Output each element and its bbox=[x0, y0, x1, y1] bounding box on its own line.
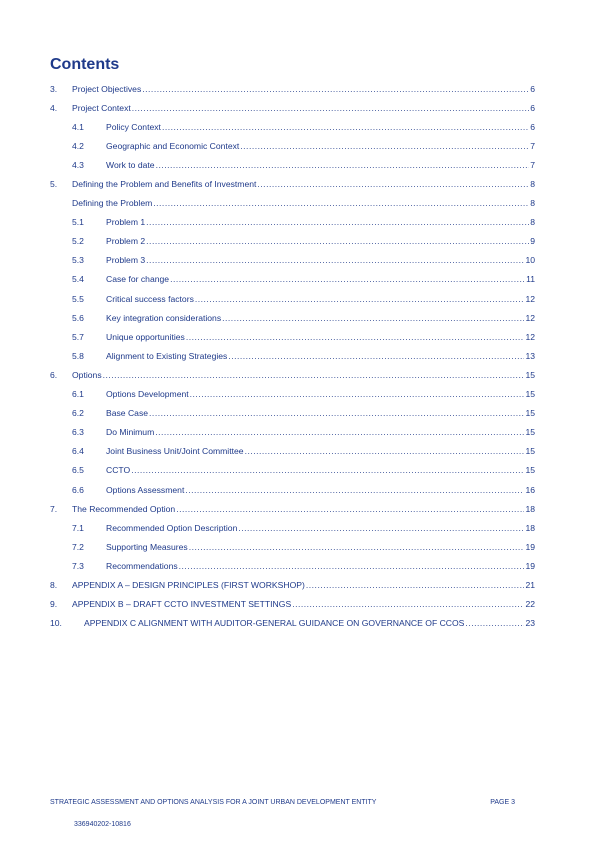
toc-entry-page: 12 bbox=[525, 331, 535, 342]
toc-leader-dots bbox=[186, 332, 525, 342]
toc-entry[interactable] bbox=[50, 346, 535, 365]
toc-entry-number: 6.6 bbox=[72, 484, 84, 495]
toc-leader-dots bbox=[155, 427, 524, 437]
toc-entry-number: 7.2 bbox=[72, 541, 84, 552]
toc-entry[interactable] bbox=[50, 385, 535, 404]
toc-entry[interactable] bbox=[50, 155, 535, 174]
toc-entry[interactable] bbox=[50, 327, 535, 346]
toc-entry-page: 9 bbox=[530, 236, 535, 247]
toc-entry-page: 12 bbox=[525, 312, 535, 323]
toc-entry-page: 12 bbox=[525, 293, 535, 304]
toc-leader-dots bbox=[170, 274, 525, 284]
toc-entry[interactable] bbox=[50, 614, 535, 633]
toc-entry[interactable] bbox=[50, 423, 535, 442]
toc-entry[interactable] bbox=[50, 79, 535, 98]
document-number: 336940202-10816 bbox=[74, 821, 131, 828]
toc-entry[interactable] bbox=[50, 308, 535, 327]
toc-entry-label: APPENDIX C ALIGNMENT WITH AUDITOR-GENERAL GUIDANCE ON GOVERNANCE OF CCOS bbox=[84, 618, 465, 629]
footer-page-number: PAGE 3 bbox=[490, 799, 515, 806]
toc-entry-label: CCTO bbox=[106, 465, 131, 476]
toc-entry[interactable] bbox=[50, 595, 535, 614]
toc-entry[interactable] bbox=[50, 136, 535, 155]
toc-entry-label: Base Case bbox=[106, 408, 149, 419]
toc-entry-number: 5.6 bbox=[72, 312, 84, 323]
toc-leader-dots bbox=[131, 465, 524, 475]
toc-leader-dots bbox=[146, 236, 529, 246]
toc-entry-number: 6. bbox=[50, 369, 58, 380]
toc-entry-page: 22 bbox=[525, 599, 535, 610]
toc-leader-dots bbox=[306, 580, 525, 590]
toc-entry[interactable] bbox=[50, 575, 535, 594]
toc-entry[interactable] bbox=[50, 442, 535, 461]
toc-entry-label: APPENDIX B – DRAFT CCTO INVESTMENT SETTINGS bbox=[72, 599, 292, 610]
toc-entry-page: 15 bbox=[525, 446, 535, 457]
toc-entry-label: Recommendations bbox=[106, 560, 178, 571]
toc-entry-page: 11 bbox=[526, 274, 535, 285]
toc-entry-label: Supporting Measures bbox=[106, 541, 188, 552]
toc-leader-dots bbox=[195, 294, 525, 304]
toc-entry-number: 5.8 bbox=[72, 350, 84, 361]
toc-entry-number: 5.1 bbox=[72, 217, 84, 228]
toc-entry-page: 8 bbox=[530, 179, 535, 190]
toc-leader-dots bbox=[228, 351, 524, 361]
toc-entry[interactable] bbox=[50, 365, 535, 384]
toc-entry-label: Work to date bbox=[106, 159, 155, 170]
toc-leader-dots bbox=[146, 217, 529, 227]
toc-leader-dots bbox=[189, 542, 525, 552]
toc-entry-label: The Recommended Option bbox=[72, 503, 176, 514]
toc-entry-label: Problem 1 bbox=[106, 217, 146, 228]
toc-entry-number: 4.1 bbox=[72, 121, 84, 132]
toc-entry-label: APPENDIX A – DESIGN PRINCIPLES (FIRST WORKSHOP) bbox=[72, 579, 305, 590]
toc-entry-number: 3. bbox=[50, 83, 58, 94]
toc-entry-label: Problem 3 bbox=[106, 255, 146, 266]
toc-entry-label: Recommended Option Description bbox=[106, 522, 238, 533]
toc-entry-page: 16 bbox=[525, 484, 535, 495]
toc-entry-page: 18 bbox=[525, 522, 535, 533]
toc-leader-dots bbox=[245, 446, 525, 456]
toc-entry-number: 5.5 bbox=[72, 293, 84, 304]
toc-entry-number: 8. bbox=[50, 579, 58, 590]
toc-entry[interactable] bbox=[50, 251, 535, 270]
toc-entry-page: 15 bbox=[525, 408, 535, 419]
toc-entry-number: 9. bbox=[50, 599, 58, 610]
toc-entry-label: Unique opportunities bbox=[106, 331, 185, 342]
toc-entry-page: 15 bbox=[525, 369, 535, 380]
toc-entry-number: 6.2 bbox=[72, 408, 84, 419]
toc-entry-number: 4. bbox=[50, 102, 58, 113]
toc-entry-page: 19 bbox=[525, 560, 535, 571]
toc-entry[interactable] bbox=[50, 289, 535, 308]
toc-leader-dots bbox=[149, 408, 524, 418]
toc-entry-label: Defining the Problem bbox=[72, 198, 153, 209]
toc-entry-page: 13 bbox=[525, 350, 535, 361]
toc-entry[interactable] bbox=[50, 174, 535, 193]
table-of-contents bbox=[50, 79, 535, 633]
toc-entry-number: 6.5 bbox=[72, 465, 84, 476]
toc-entry-label: Do Minimum bbox=[106, 427, 155, 438]
toc-leader-dots bbox=[465, 618, 524, 628]
toc-entry-page: 21 bbox=[525, 579, 535, 590]
toc-entry[interactable] bbox=[50, 98, 535, 117]
page-title: Contents bbox=[50, 56, 120, 73]
toc-entry[interactable] bbox=[50, 213, 535, 232]
toc-entry[interactable] bbox=[50, 480, 535, 499]
toc-leader-dots bbox=[179, 561, 525, 571]
toc-leader-dots bbox=[156, 160, 530, 170]
toc-entry-number: 4.2 bbox=[72, 140, 84, 151]
toc-leader-dots bbox=[153, 198, 529, 208]
toc-entry-page: 6 bbox=[530, 121, 535, 132]
toc-entry-page: 19 bbox=[525, 541, 535, 552]
toc-entry-page: 23 bbox=[525, 618, 535, 629]
toc-leader-dots bbox=[142, 84, 529, 94]
toc-entry-number: 5. bbox=[50, 179, 58, 190]
toc-entry[interactable] bbox=[50, 556, 535, 575]
toc-entry-number: 5.4 bbox=[72, 274, 84, 285]
toc-entry-number: 6.1 bbox=[72, 389, 84, 400]
toc-entry-number: 10. bbox=[50, 618, 62, 629]
toc-entry-number: 5.7 bbox=[72, 331, 84, 342]
toc-leader-dots bbox=[190, 389, 525, 399]
toc-leader-dots bbox=[222, 313, 524, 323]
toc-entry-page: 8 bbox=[530, 217, 535, 228]
toc-leader-dots bbox=[176, 504, 524, 514]
footer-doc-title: STRATEGIC ASSESSMENT AND OPTIONS ANALYSIS FOR A JOINT URBAN DEVELOPMENT ENTITY bbox=[50, 799, 377, 806]
toc-leader-dots bbox=[162, 122, 529, 132]
toc-entry-label: Joint Business Unit/Joint Committee bbox=[106, 446, 244, 457]
toc-leader-dots bbox=[238, 523, 524, 533]
toc-entry-number: 7. bbox=[50, 503, 58, 514]
toc-entry-page: 15 bbox=[525, 389, 535, 400]
toc-entry-label: Project Context bbox=[72, 102, 131, 113]
toc-entry-number: 4.3 bbox=[72, 159, 84, 170]
toc-entry-number: 7.3 bbox=[72, 560, 84, 571]
toc-entry-page: 15 bbox=[525, 427, 535, 438]
toc-entry-number: 6.3 bbox=[72, 427, 84, 438]
toc-entry-label: Project Objectives bbox=[72, 83, 142, 94]
toc-entry-page: 18 bbox=[525, 503, 535, 514]
toc-entry-page: 10 bbox=[525, 255, 535, 266]
toc-entry-label: Alignment to Existing Strategies bbox=[106, 350, 228, 361]
toc-entry[interactable] bbox=[50, 461, 535, 480]
toc-entry-number: 6.4 bbox=[72, 446, 84, 457]
toc-entry-label: Options Development bbox=[106, 389, 189, 400]
page-footer bbox=[50, 799, 515, 806]
toc-entry-label: Defining the Problem and Benefits of Investment bbox=[72, 179, 257, 190]
toc-entry-label: Case for change bbox=[106, 274, 170, 285]
toc-leader-dots bbox=[292, 599, 524, 609]
toc-entry[interactable] bbox=[50, 194, 535, 213]
toc-entry-label: Options Assessment bbox=[106, 484, 185, 495]
toc-leader-dots bbox=[257, 179, 529, 189]
toc-entry-page: 6 bbox=[530, 83, 535, 94]
toc-entry[interactable] bbox=[50, 232, 535, 251]
toc-entry-label: Policy Context bbox=[106, 121, 161, 132]
toc-leader-dots bbox=[185, 485, 524, 495]
toc-entry[interactable] bbox=[50, 518, 535, 537]
toc-entry-number: 5.3 bbox=[72, 255, 84, 266]
toc-entry-number: 7.1 bbox=[72, 522, 84, 533]
toc-entry-label: Problem 2 bbox=[106, 236, 146, 247]
toc-entry[interactable] bbox=[50, 270, 535, 289]
toc-entry-label: Geographic and Economic Context bbox=[106, 140, 240, 151]
toc-entry-page: 7 bbox=[530, 140, 535, 151]
toc-leader-dots bbox=[132, 103, 529, 113]
toc-entry-page: 15 bbox=[525, 465, 535, 476]
toc-entry-page: 6 bbox=[530, 102, 535, 113]
toc-leader-dots bbox=[146, 255, 524, 265]
toc-entry-page: 8 bbox=[530, 198, 535, 209]
toc-entry[interactable] bbox=[50, 117, 535, 136]
toc-entry[interactable] bbox=[50, 537, 535, 556]
toc-entry-number: 5.2 bbox=[72, 236, 84, 247]
toc-entry[interactable] bbox=[50, 499, 535, 518]
toc-leader-dots bbox=[240, 141, 529, 151]
toc-entry[interactable] bbox=[50, 404, 535, 423]
toc-entry-page: 7 bbox=[530, 159, 535, 170]
toc-leader-dots bbox=[103, 370, 525, 380]
toc-entry-label: Key integration considerations bbox=[106, 312, 222, 323]
toc-entry-label: Options bbox=[72, 369, 102, 380]
toc-entry-label: Critical success factors bbox=[106, 293, 194, 304]
